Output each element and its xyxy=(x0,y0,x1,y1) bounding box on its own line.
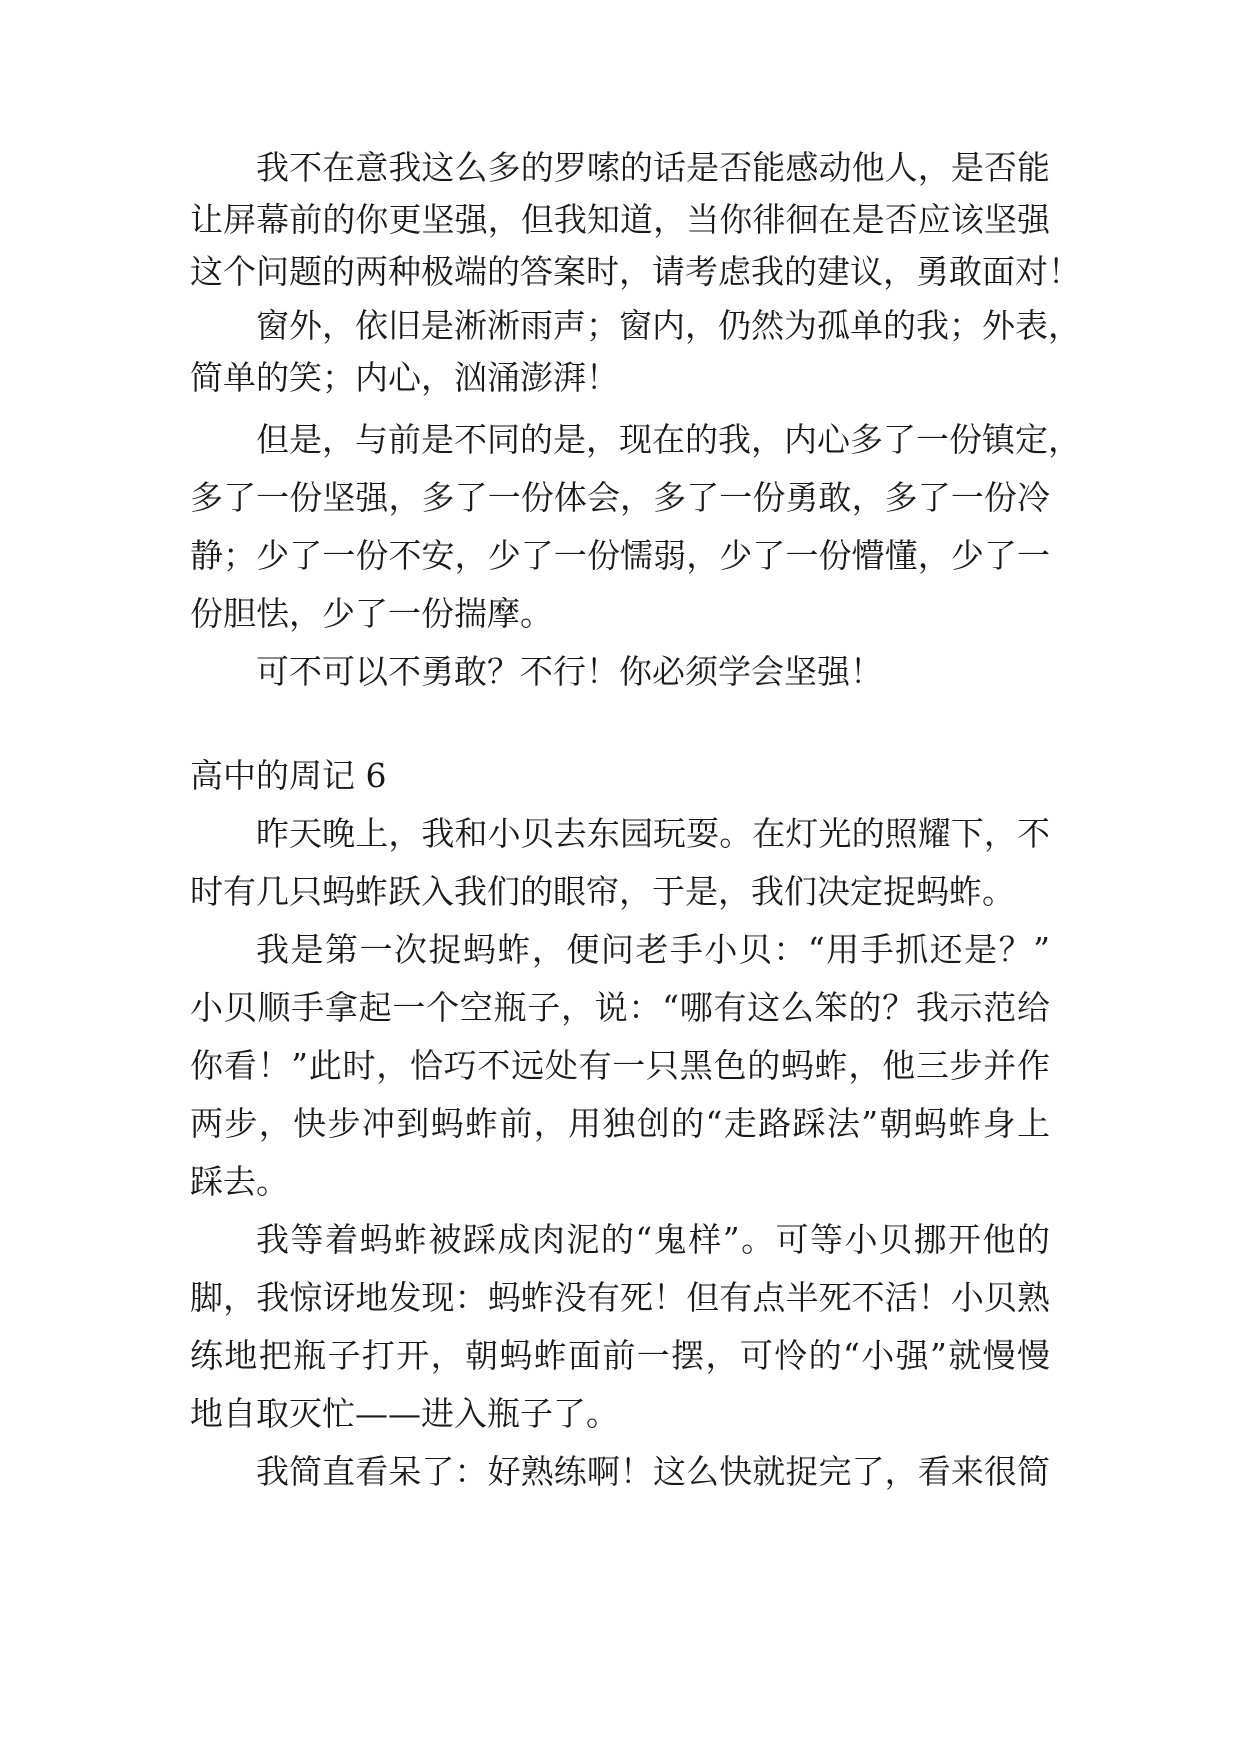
paragraph-line: 我是第一次捉蚂蚱，便问老手小贝：“用手抓还是？” xyxy=(256,930,1050,969)
paragraph-line: 脚，我惊讶地发现：蚂蚱没有死！但有点半死不活！小贝熟 xyxy=(190,1278,1050,1317)
paragraph-line: 我简直看呆了：好熟练啊！这么快就捉完了，看来很简 xyxy=(256,1452,1050,1491)
paragraph-line: 两步，快步冲到蚂蚱前，用独创的“走路踩法”朝蚂蚱身上 xyxy=(190,1104,1050,1143)
paragraph-line: 地自取灭忙——进入瓶子了。 xyxy=(190,1394,619,1433)
paragraph-line: 你看！”此时，恰巧不远处有一只黑色的蚂蚱，他三步并作 xyxy=(190,1046,1050,1085)
paragraph-line: 小贝顺手拿起一个空瓶子，说：“哪有这么笨的？我示范给 xyxy=(190,988,1050,1027)
paragraph-line: 我等着蚂蚱被踩成肉泥的“鬼样”。可等小贝挪开他的 xyxy=(256,1220,1050,1259)
paragraph-line: 时有几只蚂蚱跃入我们的眼帘，于是，我们决定捉蚂蚱。 xyxy=(190,872,1015,911)
paragraph-line: 我不在意我这么多的罗嗦的话是否能感动他人，是否能 xyxy=(256,148,1050,187)
paragraph-line: 多了一份坚强，多了一份体会，多了一份勇敢，多了一份冷 xyxy=(190,478,1050,517)
paragraph-line: 但是，与前是不同的是，现在的我，内心多了一份镇定， xyxy=(256,420,1081,459)
paragraph-line: 昨天晚上，我和小贝去东园玩耍。在灯光的照耀下，不 xyxy=(256,814,1050,853)
paragraph-line: 这个问题的两种极端的答案时，请考虑我的建议，勇敢面对！ xyxy=(190,252,1081,291)
paragraph-line: 练地把瓶子打开，朝蚂蚱面前一摆，可怜的“小强”就慢慢 xyxy=(190,1336,1050,1375)
paragraph-line: 踩去。 xyxy=(190,1162,289,1201)
paragraph-line: 让屏幕前的你更坚强，但我知道，当你徘徊在是否应该坚强 xyxy=(190,200,1050,239)
section-heading: 高中的周记 6 xyxy=(190,756,387,795)
paragraph-line: 静；少了一份不安，少了一份懦弱，少了一份懵懂，少了一 xyxy=(190,536,1050,575)
paragraph-line: 简单的笑；内心，汹涌澎湃！ xyxy=(190,358,619,397)
paragraph-line: 可不可以不勇敢？不行！你必须学会坚强！ xyxy=(256,652,883,691)
paragraph-line: 份胆怯，少了一份揣摩。 xyxy=(190,594,553,633)
paragraph-line: 窗外，依旧是淅淅雨声；窗内，仍然为孤单的我；外表， xyxy=(256,306,1081,345)
